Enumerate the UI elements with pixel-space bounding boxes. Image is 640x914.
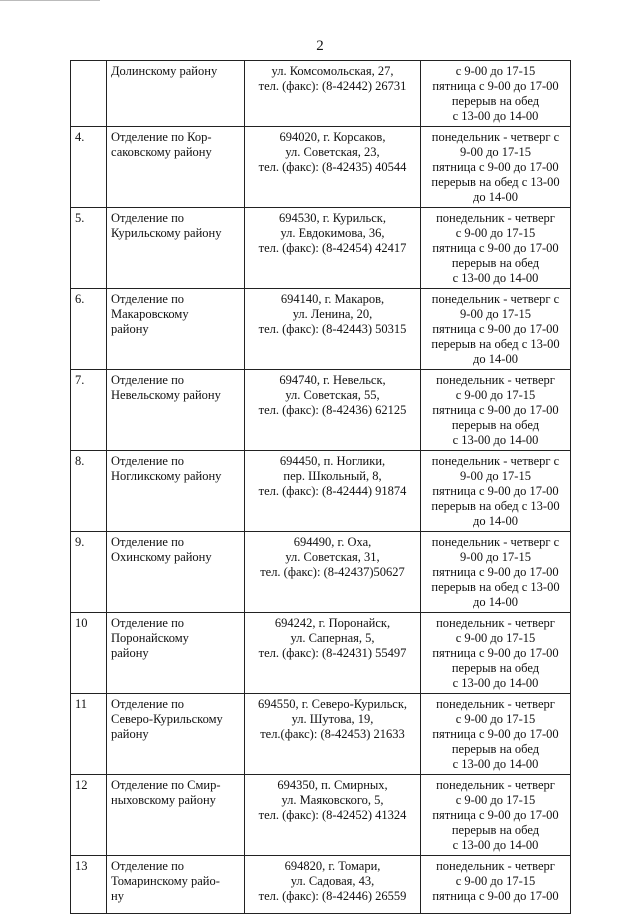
row-number: 13: [71, 856, 107, 914]
office-address-line: 694820, г. Томари,: [284, 859, 381, 873]
office-address-line: 694450, п. Ноглики,: [279, 454, 386, 468]
office-address-line: тел. (факс): (8-42446) 26559: [258, 889, 407, 903]
office-hours-line: с 13-00 до 14-00: [452, 271, 539, 285]
table-row: [71, 127, 571, 208]
office-address-cell: [245, 694, 421, 775]
office-hours-line: с 9-00 до 17-15: [455, 793, 536, 807]
office-address-line: тел. (факс): (8-42437)50627: [260, 565, 405, 579]
office-name-line: Северо-Курильскому: [111, 712, 223, 726]
office-hours-cell: [421, 289, 571, 370]
office-address-line: ул. Советская, 55,: [285, 388, 380, 402]
office-hours-line: пятница с 9-00 до 17-00: [432, 160, 559, 174]
office-address-line: 694740, г. Невельск,: [279, 373, 386, 387]
office-name-line: Отделение по: [111, 454, 185, 468]
office-hours-line: с 13-00 до 14-00: [452, 433, 539, 447]
office-hours-line: 9-00 до 17-15: [460, 145, 531, 159]
row-number: [71, 61, 107, 127]
office-name-line: Охинскому району: [111, 550, 212, 564]
office-name-line: Отделение по: [111, 211, 185, 225]
office-address-line: ул. Комсомольская, 27,: [271, 64, 394, 78]
table-row: [71, 370, 571, 451]
office-hours-line: с 13-00 до 14-00: [452, 109, 539, 123]
office-hours-line: пятница с 9-00 до 17-00: [432, 241, 559, 255]
office-address-line: 694020, г. Корсаков,: [279, 130, 386, 144]
table-row: [71, 613, 571, 694]
office-name-cell: [107, 451, 245, 532]
office-name-cell: [107, 127, 245, 208]
office-address-line: 694530, г. Курильск,: [279, 211, 386, 225]
office-address-line: тел. (факс): (8-42454) 42417: [258, 241, 407, 255]
office-address-line: тел. (факс): (8-42436) 62125: [258, 403, 407, 417]
office-hours-line: понедельник - четверг: [436, 373, 555, 387]
office-hours-cell: [421, 370, 571, 451]
office-name-line: Томаринскому райо-: [111, 874, 220, 888]
office-address-line: 694490, г. Оха,: [293, 535, 372, 549]
office-address-cell: [245, 370, 421, 451]
office-hours-line: до 14-00: [473, 595, 518, 609]
office-hours-line: до 14-00: [473, 190, 518, 204]
office-address-line: ул. Евдокимова, 36,: [280, 226, 385, 240]
row-number: 12: [71, 775, 107, 856]
office-hours-line: пятница с 9-00 до 17-00: [432, 322, 559, 336]
office-hours-line: с 9-00 до 17-15: [455, 712, 536, 726]
table-row: [71, 694, 571, 775]
office-hours-cell: [421, 127, 571, 208]
office-address-line: ул. Ленина, 20,: [292, 307, 373, 321]
office-name-line: Отделение по: [111, 373, 185, 387]
office-hours-line: пятница с 9-00 до 17-00: [432, 889, 559, 903]
office-address-cell: [245, 127, 421, 208]
row-number: 6.: [71, 289, 107, 370]
office-address-line: тел. (факс): (8-42435) 40544: [258, 160, 407, 174]
office-name-line: Долинскому району: [111, 64, 218, 78]
office-hours-line: до 14-00: [473, 352, 518, 366]
office-address-line: ул. Садовая, 43,: [290, 874, 375, 888]
office-address-line: тел. (факс): (8-42443) 50315: [258, 322, 407, 336]
office-name-line: Невельскому району: [111, 388, 221, 402]
table-row: [71, 532, 571, 613]
row-number: 7.: [71, 370, 107, 451]
row-number: 5.: [71, 208, 107, 289]
table-row: [71, 289, 571, 370]
office-hours-line: перерыв на обед с 13-00: [431, 580, 560, 594]
office-hours-line: перерыв на обед с 13-00: [431, 499, 560, 513]
office-address-line: 694242, г. Поронайск,: [274, 616, 391, 630]
office-hours-line: с 9-00 до 17-15: [455, 874, 536, 888]
office-hours-line: с 9-00 до 17-15: [455, 226, 536, 240]
office-hours-line: понедельник - четверг: [436, 697, 555, 711]
office-hours-line: с 9-00 до 17-15: [455, 64, 536, 78]
office-name-line: Ногликскому району: [111, 469, 222, 483]
office-address-cell: [245, 61, 421, 127]
scan-edge-mark: [0, 0, 100, 1]
office-name-line: Курильскому району: [111, 226, 222, 240]
office-hours-line: пятница с 9-00 до 17-00: [432, 484, 559, 498]
office-hours-cell: [421, 208, 571, 289]
office-hours-line: перерыв на обед с 13-00: [431, 175, 560, 189]
office-address-line: ул. Саперная, 5,: [290, 631, 375, 645]
office-address-line: ул. Советская, 23,: [285, 145, 380, 159]
office-hours-line: пятница с 9-00 до 17-00: [432, 565, 559, 579]
office-hours-line: перерыв на обед: [451, 661, 540, 675]
office-hours-cell: [421, 775, 571, 856]
office-name-cell: [107, 532, 245, 613]
office-name-line: саковскому району: [111, 145, 212, 159]
office-hours-line: понедельник - четверг: [436, 859, 555, 873]
office-hours-line: перерыв на обед с 13-00: [431, 337, 560, 351]
office-hours-line: с 9-00 до 17-15: [455, 388, 536, 402]
table-row: [71, 451, 571, 532]
office-hours-line: понедельник - четверг с: [431, 535, 560, 549]
office-address-line: ул. Советская, 31,: [285, 550, 380, 564]
office-name-cell: [107, 289, 245, 370]
office-hours-line: перерыв на обед: [451, 94, 540, 108]
office-hours-line: пятница с 9-00 до 17-00: [432, 727, 559, 741]
office-address-line: тел. (факс): (8-42444) 91874: [258, 484, 407, 498]
office-hours-line: перерыв на обед: [451, 256, 540, 270]
office-address-line: тел. (факс): (8-42452) 41324: [258, 808, 407, 822]
office-name-line: Отделение по: [111, 697, 185, 711]
office-address-cell: [245, 775, 421, 856]
office-address-cell: [245, 532, 421, 613]
office-address-line: ул. Маяковского, 5,: [281, 793, 384, 807]
office-hours-line: пятница с 9-00 до 17-00: [432, 79, 559, 93]
office-name-cell: [107, 613, 245, 694]
office-name-line: Отделение по: [111, 616, 185, 630]
table-row: [71, 61, 571, 127]
row-number: 8.: [71, 451, 107, 532]
office-hours-line: понедельник - четверг с: [431, 454, 560, 468]
office-name-line: ну: [111, 889, 124, 903]
office-name-line: Отделение по: [111, 535, 185, 549]
office-name-line: Отделение по: [111, 859, 185, 873]
office-hours-line: перерыв на обед: [451, 742, 540, 756]
office-hours-line: пятница с 9-00 до 17-00: [432, 646, 559, 660]
office-hours-line: с 13-00 до 14-00: [452, 757, 539, 771]
office-address-line: ул. Шутова, 19,: [291, 712, 374, 726]
office-name-line: району: [111, 646, 149, 660]
offices-table-body: [71, 61, 571, 914]
office-hours-line: 9-00 до 17-15: [460, 307, 531, 321]
row-number: 11: [71, 694, 107, 775]
office-name-line: Макаровскому: [111, 307, 189, 321]
office-name-cell: [107, 370, 245, 451]
office-hours-line: с 9-00 до 17-15: [455, 631, 536, 645]
office-hours-line: понедельник - четверг: [436, 616, 555, 630]
office-hours-line: понедельник - четверг с: [431, 130, 560, 144]
office-address-cell: [245, 289, 421, 370]
office-address-cell: [245, 208, 421, 289]
office-hours-line: до 14-00: [473, 514, 518, 528]
office-hours-line: пятница с 9-00 до 17-00: [432, 808, 559, 822]
office-hours-cell: [421, 61, 571, 127]
table-row: [71, 208, 571, 289]
office-address-line: пер. Школьный, 8,: [283, 469, 382, 483]
office-hours-line: понедельник - четверг с: [431, 292, 560, 306]
office-name-line: Отделение по Смир-: [111, 778, 221, 792]
office-address-line: 694550, г. Северо-Курильск,: [257, 697, 408, 711]
office-hours-cell: [421, 613, 571, 694]
office-name-cell: [107, 61, 245, 127]
office-hours-line: пятница с 9-00 до 17-00: [432, 403, 559, 417]
office-hours-cell: [421, 451, 571, 532]
office-hours-line: перерыв на обед: [451, 823, 540, 837]
office-name-line: Поронайскому: [111, 631, 189, 645]
office-address-line: 694350, п. Смирных,: [277, 778, 388, 792]
row-number: 10: [71, 613, 107, 694]
row-number: 4.: [71, 127, 107, 208]
office-hours-cell: [421, 694, 571, 775]
row-number: 9.: [71, 532, 107, 613]
page-number: 2: [316, 38, 324, 54]
office-address-cell: [245, 451, 421, 532]
office-hours-line: с 13-00 до 14-00: [452, 676, 539, 690]
office-hours-line: 9-00 до 17-15: [460, 469, 531, 483]
office-hours-line: перерыв на обед: [451, 418, 540, 432]
office-name-cell: [107, 208, 245, 289]
office-hours-line: с 13-00 до 14-00: [452, 838, 539, 852]
office-address-cell: [245, 613, 421, 694]
office-address-line: тел.(факс): (8-42453) 21633: [260, 727, 405, 741]
office-name-cell: [107, 775, 245, 856]
office-hours-line: понедельник - четверг: [436, 211, 555, 225]
office-name-line: району: [111, 322, 149, 336]
office-hours-cell: [421, 532, 571, 613]
office-name-cell: [107, 694, 245, 775]
office-hours-line: 9-00 до 17-15: [460, 550, 531, 564]
office-name-line: Отделение по: [111, 292, 185, 306]
office-address-line: 694140, г. Макаров,: [280, 292, 385, 306]
office-address-line: тел. (факс): (8-42442) 26731: [258, 79, 407, 93]
office-name-line: Отделение по Кор-: [111, 130, 212, 144]
office-name-line: району: [111, 727, 149, 741]
office-address-line: тел. (факс): (8-42431) 55497: [258, 646, 407, 660]
offices-table: [70, 60, 571, 914]
table-row: [71, 775, 571, 856]
office-hours-line: понедельник - четверг: [436, 778, 555, 792]
office-name-line: ныховскому району: [111, 793, 216, 807]
